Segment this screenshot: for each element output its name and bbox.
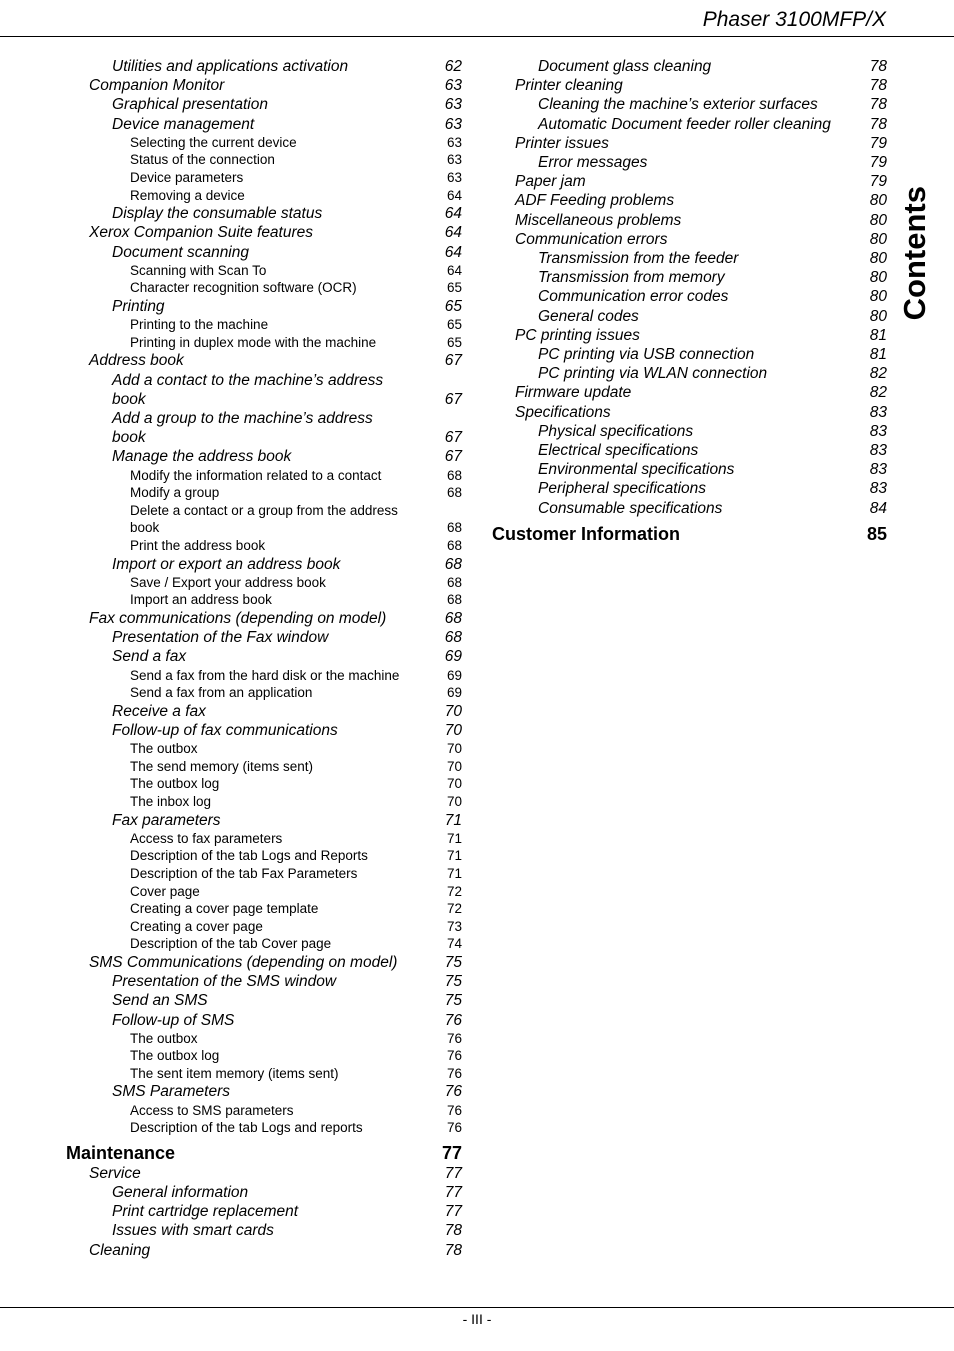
toc-entry-page: 69 [446, 667, 462, 683]
toc-entry[interactable] [66, 1011, 462, 1030]
toc-entry[interactable] [66, 1119, 462, 1137]
toc-entry-title: Error messages [538, 154, 648, 172]
toc-entry-page: 80 [869, 288, 887, 306]
toc-entry-page: 70 [446, 741, 462, 757]
toc-entry-page: 73 [446, 918, 462, 934]
toc-entry[interactable] [492, 249, 887, 268]
toc-entry-title: Receive a fax [112, 702, 206, 720]
toc-entry-title: Xerox Companion Suite features [89, 224, 314, 242]
toc-entry-title: Print cartridge replacement [112, 1203, 299, 1221]
toc-entry-title: Presentation of the Fax window [112, 629, 329, 647]
toc-entry-page: 70 [444, 721, 462, 739]
toc-entry-page: 64 [444, 243, 462, 261]
toc-entry-title: The outbox [130, 1030, 198, 1046]
toc-entry-title: General information [112, 1184, 249, 1202]
toc-entry-page: 78 [869, 58, 887, 75]
toc-entry-page: 72 [446, 883, 462, 899]
toc-entry-title: Firmware update [515, 384, 632, 402]
toc-entry-title: Electrical specifications [538, 442, 699, 460]
toc-entry-page: 68 [446, 537, 462, 553]
toc-entry[interactable] [66, 1202, 462, 1221]
toc-entry-title: Graphical presentation [112, 96, 268, 114]
toc-entry-page: 76 [446, 1120, 462, 1136]
toc-entry-title: Send a fax from the hard disk or the machine [130, 667, 400, 683]
toc-entry-page: 64 [446, 187, 462, 203]
toc-entry[interactable] [66, 95, 462, 114]
toc-entry[interactable] [492, 326, 887, 345]
page-number: - III - [462, 1311, 492, 1327]
toc-entry[interactable] [66, 262, 462, 280]
toc-entry-page: 80 [869, 307, 887, 325]
toc-entry[interactable] [492, 76, 887, 95]
toc-entry[interactable] [492, 172, 887, 191]
toc-entry[interactable] [66, 316, 462, 334]
toc-entry-page: 79 [869, 173, 887, 191]
toc-entry-page: 80 [869, 250, 887, 268]
toc-entry-page: 81 [869, 326, 887, 344]
toc-entry[interactable] [66, 591, 462, 609]
toc-entry[interactable] [66, 721, 462, 740]
toc-entry[interactable] [66, 467, 462, 485]
header-rule [0, 36, 954, 37]
toc-entry-title: Document glass cleaning [538, 58, 712, 75]
toc-entry[interactable] [66, 972, 462, 991]
toc-entry-title: SMS Parameters [112, 1083, 231, 1101]
toc-entry[interactable] [66, 684, 462, 702]
toc-entry[interactable] [492, 383, 887, 402]
toc-entry-page: 78 [444, 1241, 462, 1259]
toc-entry-page: 63 [446, 170, 462, 185]
toc-entry-page: 83 [869, 442, 887, 460]
toc-entry-title: PC printing issues [515, 326, 640, 344]
toc-entry[interactable] [66, 76, 462, 95]
toc-entry-title: Follow-up of SMS [112, 1011, 235, 1029]
toc-entry[interactable] [66, 702, 462, 721]
contents-side-label: Contents [897, 186, 932, 321]
toc-entry-page: 78 [869, 77, 887, 95]
toc-entry-page: 67 [444, 352, 462, 370]
toc-entry[interactable] [66, 223, 462, 242]
toc-entry-title: The outbox log [130, 1048, 220, 1064]
toc-entry-page: 63 [444, 96, 462, 114]
toc-entry-title: SMS Communications (depending on model) [89, 953, 398, 971]
toc-entry-title: General codes [538, 307, 639, 325]
toc-entry-title: Maintenance [66, 1142, 176, 1163]
document-title: Phaser 3100MFP/X [702, 8, 886, 31]
toc-entry-title: Device management [112, 115, 255, 133]
toc-entry[interactable] [66, 447, 462, 466]
toc-entry-page: 76 [444, 1083, 462, 1101]
toc-entry[interactable] [492, 191, 887, 210]
toc-entry-page: 77 [441, 1142, 462, 1163]
toc-entry-title: Send an SMS [112, 992, 208, 1010]
toc-entry[interactable] [66, 409, 462, 447]
toc-entry-page: 84 [869, 499, 887, 517]
toc-entry-title: Follow-up of fax communications [112, 721, 338, 739]
toc-entry-title: Description of the tab Logs and Reports [130, 848, 368, 864]
toc-entry[interactable] [492, 441, 887, 460]
toc-entry-page: 68 [446, 520, 462, 536]
toc-entry-page: 85 [866, 523, 887, 544]
toc-entry-page: 75 [444, 992, 462, 1010]
toc-entry[interactable] [66, 502, 462, 537]
toc-entry-page: 80 [869, 211, 887, 229]
toc-entry[interactable] [66, 151, 462, 169]
toc-entry-title: The inbox log [130, 793, 212, 809]
toc-entry-title: Printing in duplex mode with the machine [130, 334, 377, 350]
toc-entry-title: Fax parameters [112, 811, 221, 829]
toc-entry-title: Creating a cover page template [130, 901, 319, 917]
toc-entry-page: 77 [444, 1203, 462, 1221]
toc-entry-title: Utilities and applications activation [112, 58, 349, 75]
toc-entry-title: ADF Feeding problems [515, 192, 675, 210]
toc-entry-title: Status of the connection [130, 152, 275, 168]
toc-entry-page: 69 [446, 685, 462, 701]
toc-entry-title: Physical specifications [538, 422, 694, 440]
toc-entry[interactable] [66, 628, 462, 647]
toc-entry-page: 80 [869, 230, 887, 248]
toc-entry-title: The outbox [130, 741, 198, 757]
toc-entry-page: 71 [446, 848, 462, 864]
toc-entry[interactable] [66, 830, 462, 848]
toc-entry[interactable] [492, 422, 887, 441]
toc-entry-page: 67 [444, 429, 462, 447]
toc-entry[interactable] [492, 287, 887, 306]
toc-entry[interactable] [66, 953, 462, 972]
toc-entry[interactable] [66, 1102, 462, 1120]
toc-entry-page: 78 [444, 1222, 462, 1240]
toc-entry-title: Add a contact to the machine’s address book [112, 371, 384, 408]
toc-entry-page: 74 [446, 936, 462, 952]
toc-entry-title: Cover page [130, 883, 200, 899]
toc-entry[interactable] [66, 865, 462, 883]
toc-entry-title: Print the address book [130, 537, 266, 553]
toc-left-column [66, 57, 462, 1260]
toc-entry[interactable] [66, 1164, 462, 1183]
toc-entry-title: Cleaning [89, 1241, 151, 1259]
toc-entry-page: 63 [446, 152, 462, 168]
toc-entry[interactable] [66, 204, 462, 223]
toc-entry-title: Communication errors [515, 230, 668, 248]
toc-entry-title: Specifications [515, 403, 611, 421]
toc-entry-title: Manage the address book [112, 448, 292, 466]
toc-entry[interactable] [492, 307, 887, 326]
toc-entry[interactable] [66, 1065, 462, 1083]
toc-entry[interactable] [492, 57, 887, 76]
toc-entry[interactable] [66, 115, 462, 134]
footer-rule [0, 1307, 954, 1308]
toc-entry[interactable] [492, 268, 887, 287]
toc-entry-page: 71 [446, 865, 462, 881]
toc-entry-page: 76 [446, 1030, 462, 1046]
toc-entry-page: 76 [446, 1065, 462, 1081]
toc-entry-page: 78 [869, 115, 887, 133]
toc-entry[interactable] [66, 484, 462, 502]
toc-entry-page: 68 [446, 467, 462, 483]
toc-entry[interactable] [66, 775, 462, 793]
toc-entry-page: 70 [444, 702, 462, 720]
toc-entry-title: Transmission from memory [538, 269, 725, 287]
toc-entry-title: Send a fax [112, 648, 187, 666]
toc-entry-title: Modify the information related to a contact [130, 467, 382, 483]
toc-entry-page: 68 [444, 629, 462, 647]
toc-entry-page: 67 [444, 390, 462, 408]
toc-entry[interactable] [492, 230, 887, 249]
toc-entry-title: Issues with smart cards [112, 1222, 274, 1240]
toc-entry[interactable] [492, 153, 887, 172]
toc-entry-title: Selecting the current device [130, 134, 297, 150]
toc-entry-title: Companion Monitor [89, 77, 225, 95]
toc-entry-page: 65 [446, 280, 462, 296]
toc-entry[interactable] [66, 187, 462, 205]
toc-entry-title: Import or export an address book [112, 555, 341, 573]
toc-entry-page: 75 [444, 953, 462, 971]
toc-entry[interactable] [492, 364, 887, 383]
toc-entry-page: 79 [869, 154, 887, 172]
toc-entry-title: Add a group to the machine’s address book [112, 409, 373, 447]
toc-entry-page: 68 [446, 592, 462, 608]
toc-chapter[interactable] [66, 1142, 462, 1164]
toc-entry-title: Creating a cover page [130, 918, 263, 934]
toc-entry-title: PC printing via WLAN connection [538, 365, 768, 383]
toc-entry-title: Automatic Document feeder roller cleaning [538, 115, 831, 133]
toc-entry-page: 68 [446, 485, 462, 501]
toc-entry-page: 69 [444, 648, 462, 666]
toc-entry[interactable] [66, 1183, 462, 1202]
toc-entry-page: 83 [869, 461, 887, 479]
toc-entry[interactable] [66, 243, 462, 262]
toc-entry[interactable] [66, 811, 462, 830]
toc-entry-title: Presentation of the SMS window [112, 973, 337, 991]
toc-entry-title: Consumable specifications [538, 499, 723, 517]
toc-entry-title: Cleaning the machine’s exterior surfaces [538, 96, 818, 114]
toc-entry-title: Peripheral specifications [538, 480, 707, 498]
toc-entry-page: 62 [444, 58, 462, 75]
toc-entry-page: 76 [446, 1102, 462, 1118]
toc-entry[interactable] [492, 211, 887, 230]
toc-entry[interactable] [66, 1241, 462, 1260]
toc-chapter[interactable] [492, 523, 887, 545]
toc-entry[interactable] [66, 134, 462, 152]
toc-entry-page: 68 [444, 555, 462, 573]
toc-entry[interactable] [66, 1047, 462, 1065]
toc-entry-page: 78 [869, 96, 887, 114]
toc-entry[interactable] [66, 334, 462, 352]
toc-entry-page: 82 [869, 384, 887, 402]
toc-entry-page: 77 [444, 1164, 462, 1182]
toc-entry[interactable] [66, 1082, 462, 1101]
toc-entry-page: 83 [869, 403, 887, 421]
toc-entry-page: 71 [446, 830, 462, 846]
toc-entry-title: Description of the tab Cover page [130, 936, 332, 952]
toc-entry-page: 80 [869, 192, 887, 210]
toc-entry-page: 65 [446, 317, 462, 333]
toc-entry[interactable] [66, 57, 462, 76]
toc-entry-title: Removing a device [130, 187, 245, 203]
toc-entry[interactable] [492, 479, 887, 498]
toc-entry-page: 83 [869, 480, 887, 498]
toc-entry-page: 70 [446, 758, 462, 774]
toc-entry-page: 79 [869, 134, 887, 152]
toc-entry[interactable] [66, 351, 462, 370]
toc-entry-page: 63 [444, 77, 462, 95]
toc-entry[interactable] [66, 740, 462, 758]
toc-entry-title: The sent item memory (items sent) [130, 1065, 339, 1081]
toc-entry-page: 76 [446, 1048, 462, 1064]
toc-entry[interactable] [66, 537, 462, 555]
toc-entry-page: 82 [869, 365, 887, 383]
toc-entry[interactable] [66, 991, 462, 1010]
toc-entry[interactable] [492, 345, 887, 364]
toc-entry-title: Access to fax parameters [130, 830, 283, 846]
toc-entry[interactable] [492, 115, 887, 134]
toc-entry-page: 63 [446, 134, 462, 150]
toc-entry[interactable] [492, 134, 887, 153]
toc-entry-title: Communication error codes [538, 288, 729, 306]
toc-entry-page: 70 [446, 776, 462, 792]
toc-entry-page: 81 [869, 346, 887, 364]
toc-entry[interactable] [66, 297, 462, 316]
toc-entry-title: Printer issues [515, 134, 609, 152]
toc-entry-page: 80 [869, 269, 887, 287]
toc-entry-title: PC printing via USB connection [538, 346, 755, 364]
toc-entry-title: Description of the tab Logs and reports [130, 1120, 363, 1136]
toc-entry-page: 64 [446, 262, 462, 278]
toc-entry-page: 64 [444, 224, 462, 242]
toc-entry[interactable] [492, 460, 887, 479]
toc-entry-title: Printing to the machine [130, 317, 269, 333]
toc-entry[interactable] [66, 1030, 462, 1048]
toc-entry-page: 67 [444, 448, 462, 466]
toc-entry-page: 83 [869, 422, 887, 440]
toc-entry[interactable] [66, 667, 462, 685]
toc-entry[interactable] [66, 574, 462, 592]
toc-entry[interactable] [66, 918, 462, 936]
toc-entry-page: 65 [446, 334, 462, 350]
toc-entry-title: Printer cleaning [515, 77, 623, 95]
toc-entry-title: Character recognition software (OCR) [130, 280, 357, 296]
toc-entry-title: Document scanning [112, 243, 249, 261]
toc-entry[interactable] [66, 900, 462, 918]
toc-entry-title: Transmission from the feeder [538, 250, 739, 268]
toc-entry-title: The outbox log [130, 776, 220, 792]
toc-entry-title: Description of the tab Fax Parameters [130, 865, 358, 881]
toc-entry[interactable] [66, 555, 462, 574]
toc-entry[interactable] [66, 609, 462, 628]
toc-entry-title: Customer Information [492, 523, 681, 544]
toc-entry-title: Address book [89, 352, 184, 370]
toc-entry[interactable] [66, 935, 462, 953]
toc-entry[interactable] [66, 647, 462, 666]
toc-entry[interactable] [66, 847, 462, 865]
toc-entry-title: Send a fax from an application [130, 685, 313, 701]
toc-entry-title: Modify a group [130, 485, 220, 501]
toc-right-column [492, 57, 887, 545]
toc-entry-page: 72 [446, 901, 462, 917]
toc-entry[interactable] [492, 499, 887, 518]
toc-entry-page: 77 [444, 1184, 462, 1202]
toc-entry-page: 64 [444, 205, 462, 223]
toc-entry-title: Delete a contact or a group from the address book [130, 502, 398, 536]
toc-entry-page: 76 [444, 1011, 462, 1029]
toc-entry-title: Display the consumable status [112, 205, 323, 223]
toc-entry[interactable] [66, 279, 462, 297]
toc-entry-page: 65 [444, 297, 462, 315]
toc-entry[interactable] [66, 793, 462, 811]
toc-entry-page: 70 [446, 793, 462, 809]
toc-entry[interactable] [66, 169, 462, 187]
toc-entry-page: 63 [444, 115, 462, 133]
toc-entry-page: 68 [446, 574, 462, 590]
toc-entry[interactable] [492, 95, 887, 114]
toc-entry[interactable] [492, 403, 887, 422]
toc-entry-title: Import an address book [130, 592, 272, 608]
toc-entry-title: Paper jam [515, 173, 586, 191]
toc-entry-page: 71 [444, 811, 462, 829]
toc-entry-title: Scanning with Scan To [130, 262, 267, 278]
toc-entry-title: The send memory (items sent) [130, 758, 314, 774]
toc-entry-title: Miscellaneous problems [515, 211, 682, 229]
toc-entry-title: Device parameters [130, 170, 244, 185]
toc-entry[interactable] [66, 1221, 462, 1240]
toc-entry[interactable] [66, 371, 462, 409]
toc-entry-title: Environmental specifications [538, 461, 735, 479]
toc-entry-title: Save / Export your address book [130, 574, 326, 590]
toc-entry-title: Printing [112, 297, 165, 315]
toc-entry-title: Access to SMS parameters [130, 1102, 294, 1118]
toc-entry-page: 75 [444, 973, 462, 991]
toc-entry-title: Service [89, 1164, 141, 1182]
toc-entry-page: 68 [444, 609, 462, 627]
toc-entry[interactable] [66, 758, 462, 776]
toc-entry-title: Fax communications (depending on model) [89, 609, 387, 627]
toc-entry[interactable] [66, 883, 462, 901]
